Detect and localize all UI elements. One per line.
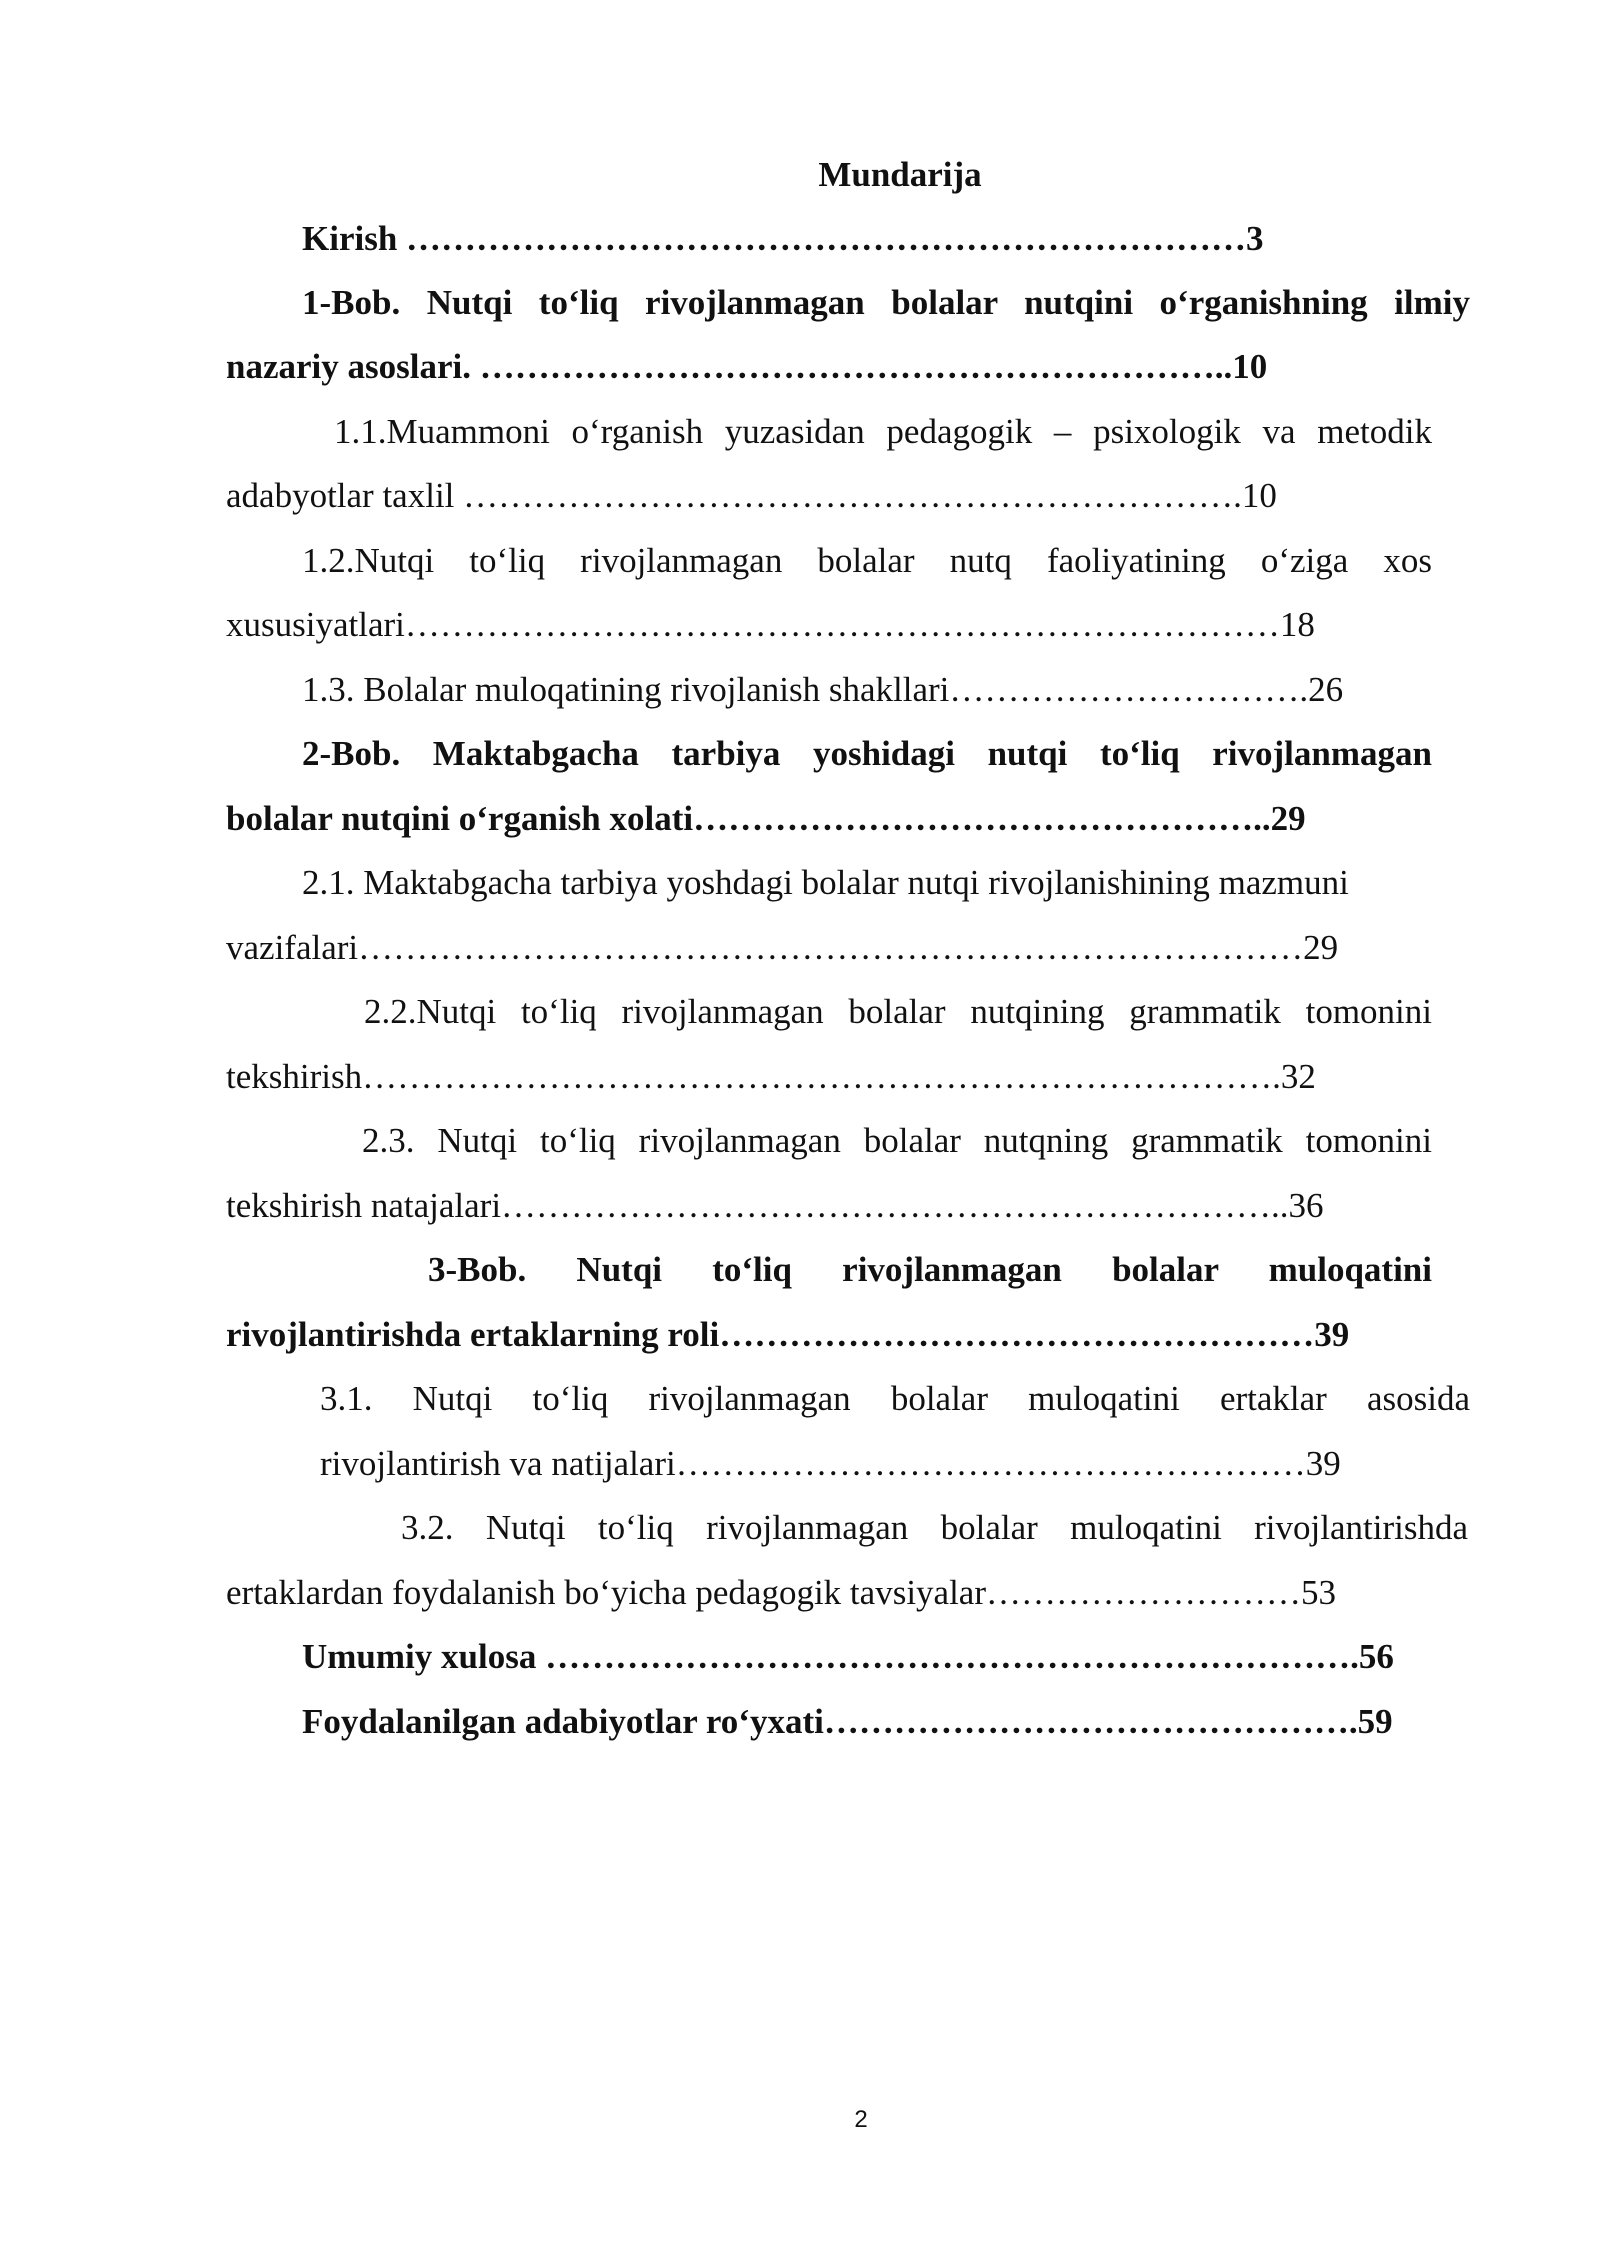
toc-section-2-1-line-2: vazifalari………………………………………………………………………29: [226, 928, 1339, 967]
toc-entry-references: Foydalanilgan adabiyotlar ro‘yxati……………………………………….59: [302, 1702, 1393, 1741]
toc-section-2-1-line-1: 2.1. Maktabgacha tarbiya yoshdagi bolalar nutqi rivojlanishining mazmuni: [302, 863, 1349, 902]
toc-section-3-2-line-1: 3.2. Nutqi to‘liq rivojlanmagan bolalar muloqatini rivojlantirishda: [401, 1508, 1468, 1547]
toc-chapter-1-line-2: nazariy asoslari. ………………………………………………………..10: [226, 347, 1268, 386]
page-number: 2: [854, 2106, 868, 2133]
toc-section-3-1-line-2: rivojlantirish va natijalari………………………………………………39: [320, 1444, 1341, 1483]
toc-section-2-2-line-1: 2.2.Nutqi to‘liq rivojlanmagan bolalar nutqining grammatik tomonini: [364, 992, 1432, 1031]
toc-section-1-1-line-1: 1.1.Muammoni o‘rganish yuzasidan pedagogik – psixologik va metodik: [334, 412, 1432, 451]
toc-section-2-3-line-2: tekshirish natajalari…………………………………………………………..36: [226, 1186, 1324, 1225]
toc-chapter-3-line-1: 3-Bob. Nutqi to‘liq rivojlanmagan bolalar muloqatini: [428, 1250, 1432, 1289]
toc-section-1-2-line-2: xususiyatlari…………………………………………………………………18: [226, 605, 1315, 644]
page-title: Mundarija: [818, 155, 982, 194]
toc-section-3-1-line-1: 3.1. Nutqi to‘liq rivojlanmagan bolalar muloqatini ertaklar asosida: [320, 1379, 1470, 1418]
toc-section-3-2-line-2: ertaklardan foydalanish bo‘yicha pedagogik tavsiyalar………………………53: [226, 1573, 1336, 1612]
toc-entry-kirish: Kirish ………………………………………………………………3: [302, 219, 1264, 258]
toc-entry-conclusion: Umumiy xulosa …………………………………………………………….56: [302, 1637, 1394, 1676]
toc-chapter-1-line-1: 1-Bob. Nutqi to‘liq rivojlanmagan bolalar nutqini o‘rganishning ilmiy: [302, 283, 1470, 322]
toc-section-2-3-line-1: 2.3. Nutqi to‘liq rivojlanmagan bolalar nutqning grammatik tomonini: [362, 1121, 1432, 1160]
toc-section-1-3: 1.3. Bolalar muloqatining rivojlanish shakllari………………………….26: [302, 670, 1344, 709]
toc-chapter-3-line-2: rivojlantirishda ertaklarning roli……………………………………………39: [226, 1315, 1350, 1354]
toc-section-1-2-line-1: 1.2.Nutqi to‘liq rivojlanmagan bolalar nutq faoliyatining o‘ziga xos: [302, 541, 1432, 580]
toc-section-1-1-line-2: adabyotlar taxlil ………………………………………………………….10: [226, 476, 1277, 515]
toc-chapter-2-line-1: 2-Bob. Maktabgacha tarbiya yoshidagi nutqi to‘liq rivojlanmagan: [302, 734, 1432, 773]
toc-section-2-2-line-2: tekshirish…………………………………………………………………….32: [226, 1057, 1316, 1096]
toc-chapter-2-line-2: bolalar nutqini o‘rganish xolati…………………………………………..29: [226, 799, 1306, 838]
